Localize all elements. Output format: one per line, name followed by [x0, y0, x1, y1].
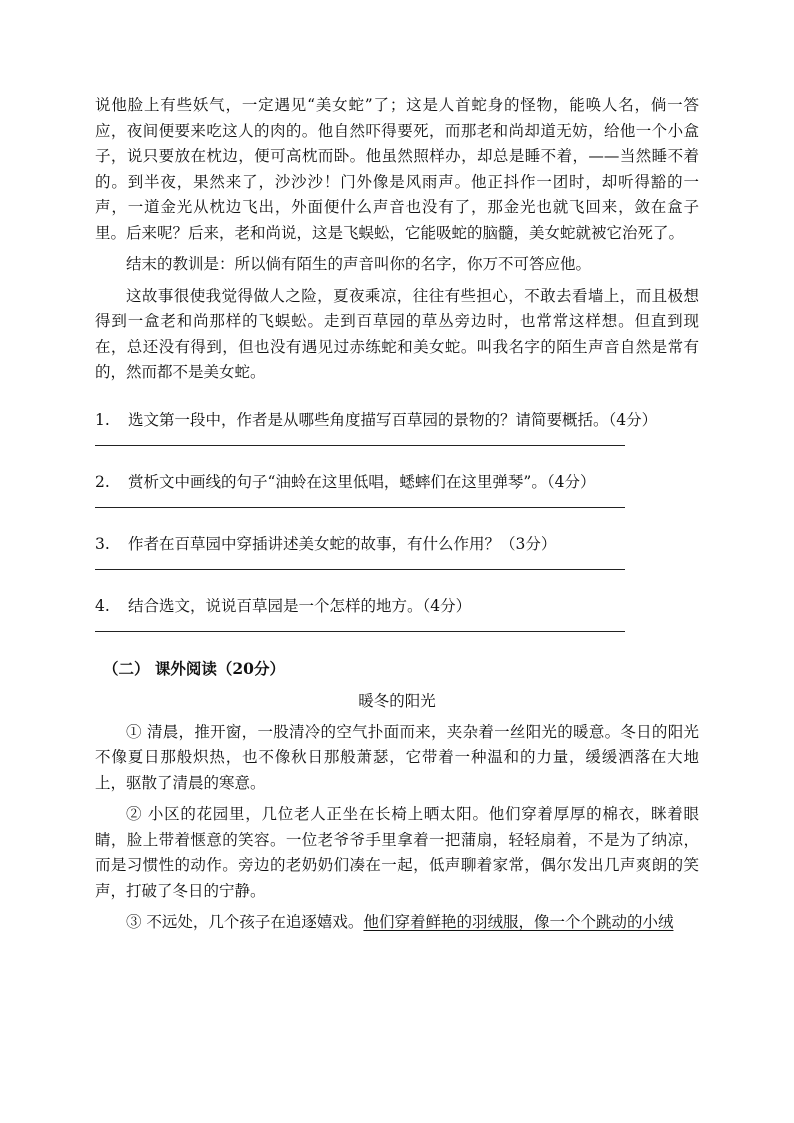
question-text: 作者在百草园中穿插讲述美女蛇的故事，有什么作用？（3分） [128, 534, 557, 553]
question [95, 532, 699, 557]
question-number: 1. [95, 410, 110, 429]
question-block [95, 408, 699, 632]
question-text: 选文第一段中，作者是从哪些角度描写百草园的景物的？请简要概括。（4分） [128, 410, 658, 429]
article-paragraph: ② 小区的花园里，几位老人正坐在长椅上晒太阳。他们穿着厚厚的棉衣，眯着眼睛，脸上带着惬意的笑容。一位老爷爷手里拿着一把蒲扇，轻轻扇着，不是为了纳凉，而是习惯性的动作。旁边的老奶奶们凑在一起，低声聊着家常，偶尔发出几声爽朗的笑声，打破了冬日的宁静。 [95, 805, 699, 900]
answer-line[interactable] [95, 631, 625, 632]
question-number: 3. [95, 534, 110, 553]
answer-line[interactable] [95, 569, 625, 570]
question-number: 4. [95, 596, 110, 615]
question [95, 408, 699, 433]
question [95, 470, 699, 495]
article-text: ③ 不远处，几个孩子在追逐嬉戏。 [126, 913, 364, 931]
article-paragraph: ① 清晨，推开窗，一股清冷的空气扑面而来，夹杂着一丝阳光的暖意。冬日的阳光不像夏日那般炽热，也不像秋日那般萧瑟，它带着一种温和的力量，缓缓洒落在大地上，驱散了清晨的寒意。 [95, 722, 699, 792]
article-paragraph [95, 910, 699, 936]
question-number: 2. [95, 472, 110, 491]
passage-paragraph: 这故事很使我觉得做人之险，夏夜乘凉，往往有些担心，不敢去看墙上，而且极想得到一盒老和尚那样的飞蜈蚣。走到百草园的草丛旁边时，也常常这样想。但直到现在，总还没有得到，但也没有遇见过赤练蛇和美女蛇。叫我名字的陌生声音自然是常有的，然而都不是美女蛇。 [95, 286, 699, 381]
passage-paragraph: 说他脸上有些妖气，一定遇见“美女蛇”了；这是人首蛇身的怪物，能唤人名，倘一答应，夜间便要来吃这人的肉的。他自然吓得要死，而那老和尚却道无妨，给他一个小盒子，说只要放在枕边，便可高枕而卧。他虽然照样办，却总是睡不着，——当然睡不着的。到半夜，果然来了，沙沙沙！门外像是风雨声。他正抖作一团时，却听得豁的一声，一道金光从枕边飞出，外面便什么声音也没有了，那金光也就飞回来，敛在盒子里。后来呢？后来，老和尚说，这是飞蜈蚣，它能吸蛇的脑髓，美女蛇就被它治死了。 [95, 96, 699, 242]
question-text: 结合选文，说说百草园是一个怎样的地方。（4分） [128, 596, 472, 615]
passage-paragraph: 结末的教训是：所以倘有陌生的声音叫你的名字，你万不可答应他。 [126, 255, 592, 273]
question [95, 594, 699, 619]
underlined-sentence: 他们穿着鲜艳的羽绒服，像一个个跳动的小绒 [363, 913, 674, 931]
section-heading: （二） 课外阅读（20分） [103, 658, 285, 678]
answer-line[interactable] [95, 445, 625, 446]
question-text: 赏析文中画线的句子“油蛉在这里低唱，蟋蟀们在这里弹琴”。（4分） [128, 472, 596, 491]
answer-line[interactable] [95, 507, 625, 508]
exam-page [95, 93, 699, 936]
article-title: 暖冬的阳光 [358, 691, 436, 710]
